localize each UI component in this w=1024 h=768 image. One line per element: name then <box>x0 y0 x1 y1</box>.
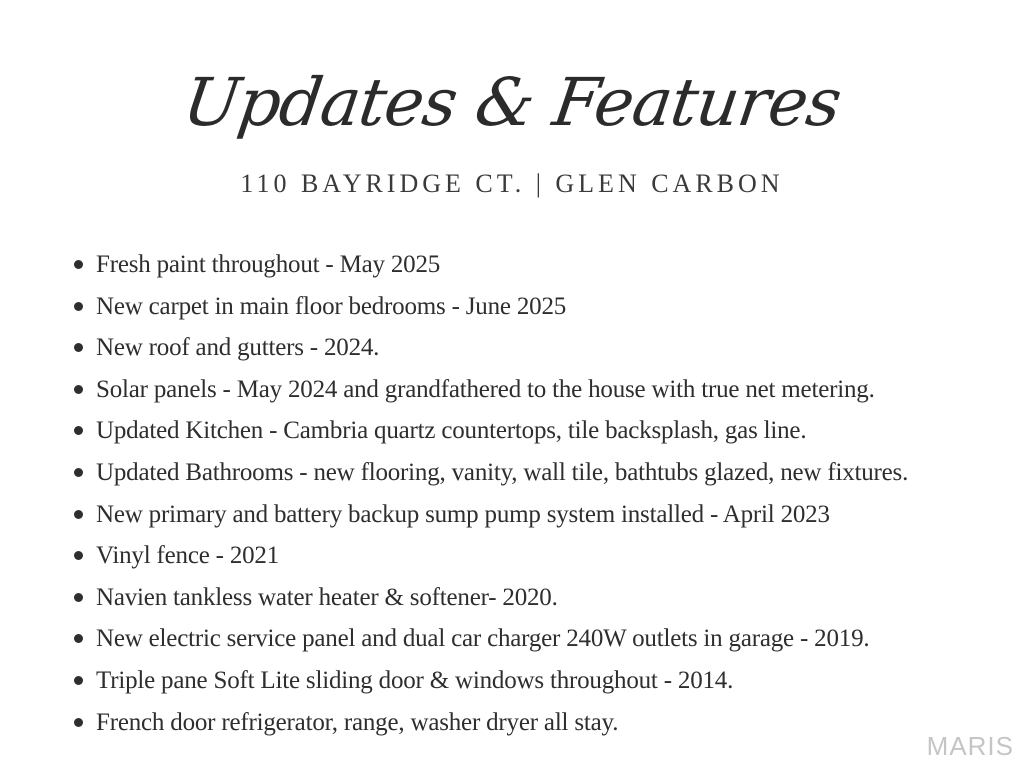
feature-text: New electric service panel and dual car charger 240W outlets in garage - 2019. <box>96 625 870 653</box>
bullet-icon <box>74 593 83 602</box>
feature-text: Updated Kitchen - Cambria quartz countertops, tile backsplash, gas line. <box>96 417 807 445</box>
list-item <box>70 577 1010 619</box>
list-item <box>70 618 1010 660</box>
bullet-icon <box>74 468 83 477</box>
feature-text: New primary and battery backup sump pump system installed - April 2023 <box>96 500 830 528</box>
list-item <box>70 452 1010 494</box>
feature-text: Vinyl fence - 2021 <box>96 542 280 570</box>
bullet-icon <box>74 302 83 311</box>
bullet-icon <box>74 426 83 435</box>
property-address: 110 BAYRIDGE CT. | GLEN CARBON <box>240 169 784 198</box>
bullet-icon <box>74 343 83 352</box>
bullet-icon <box>74 718 83 727</box>
feature-text: Updated Bathrooms - new flooring, vanity, wall tile, bathtubs glazed, new fixtures. <box>96 458 909 486</box>
feature-text: Navien tankless water heater & softener- 2020. <box>96 583 558 611</box>
feature-text: Solar panels - May 2024 and grandfathered to the house with true net metering. <box>96 375 875 403</box>
bullet-icon <box>74 260 83 269</box>
list-item <box>70 660 1010 702</box>
bullet-icon <box>74 551 83 560</box>
feature-text: French door refrigerator, range, washer dryer all stay. <box>96 708 619 736</box>
list-item <box>70 702 1010 744</box>
feature-text: Triple pane Soft Lite sliding door & windows throughout - 2014. <box>96 666 734 694</box>
list-item <box>70 369 1010 411</box>
feature-text: New roof and gutters - 2024. <box>96 334 380 362</box>
list-item <box>70 286 1010 328</box>
page-title: Updates & Features <box>178 64 846 141</box>
bullet-icon <box>74 634 83 643</box>
bullet-icon <box>74 676 83 685</box>
bullet-icon <box>74 510 83 519</box>
list-item <box>70 535 1010 577</box>
feature-text: New carpet in main floor bedrooms - June 2025 <box>96 292 567 320</box>
list-item <box>70 494 1010 536</box>
bullet-icon <box>74 385 83 394</box>
list-item <box>70 327 1010 369</box>
list-item <box>70 244 1010 286</box>
features-list <box>70 244 1010 743</box>
feature-text: Fresh paint throughout - May 2025 <box>96 251 441 278</box>
maris-watermark: MARIS <box>926 731 1014 761</box>
list-item <box>70 410 1010 452</box>
